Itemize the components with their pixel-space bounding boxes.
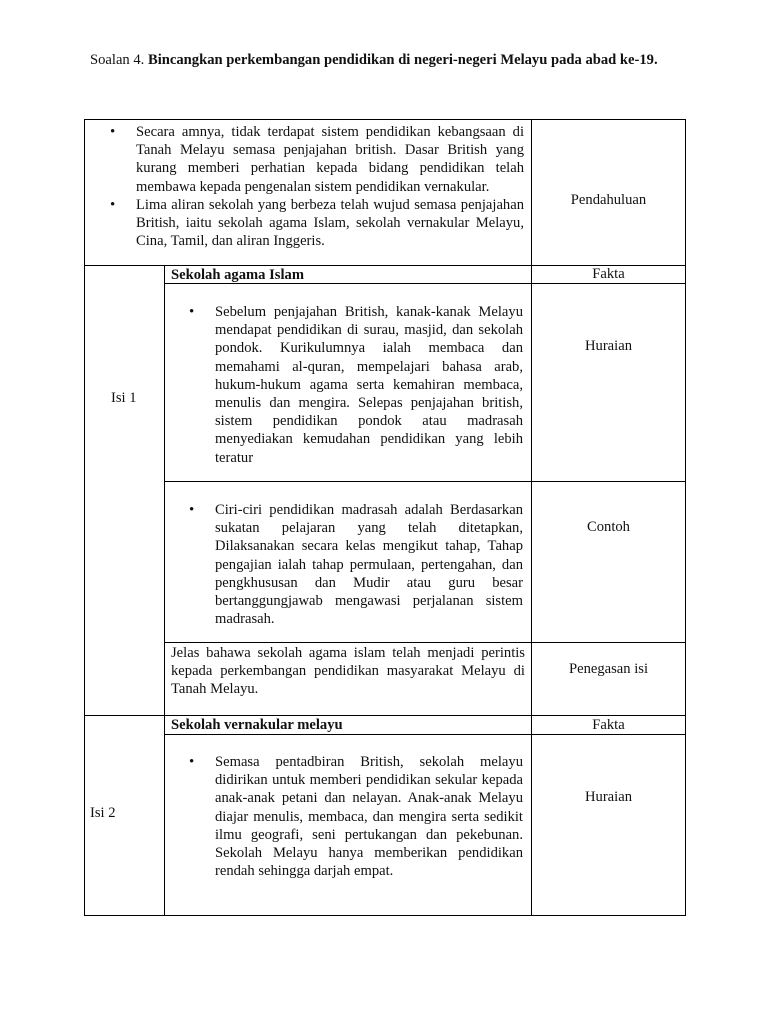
isi2-fakta-heading: Sekolah vernakular melayu xyxy=(171,717,343,733)
isi2-fakta-label: Fakta xyxy=(592,716,625,733)
isi1-fakta-label-cell xyxy=(532,266,685,283)
isi1-label-cell xyxy=(84,266,164,530)
isi1-label: Isi 1 xyxy=(111,389,137,406)
list-item: • Secara amnya, tidak terdapat sistem pendidikan kebangsaan di Tanah Melayu semasa penjajahan british. Dasar British yang kurang memberi perhatian kepada bidang pendidikan telah membawa kepada pengenalan sistem pendidikan vernakular. xyxy=(136,123,524,196)
intro-cell xyxy=(136,123,524,250)
isi1-huraian-cell xyxy=(215,303,523,467)
isi1-fakta-cell xyxy=(171,266,527,284)
isi2-huraian-cell xyxy=(215,753,523,880)
isi2-huraian-label-cell xyxy=(532,735,685,860)
intro-bullet-list xyxy=(136,123,524,250)
isi1-huraian-label-cell xyxy=(532,284,685,409)
essay-outline-table xyxy=(84,119,686,916)
list-item: • Sebelum penjajahan British, kanak-kanak Melayu mendapat pendidikan di surau, masjid, dan sekolah pondok. Kurikulumnya ialah membaca dan memahami al-quran, mempelajari bahasa arab, hukum-hukum agama serta kemahiran membaca, menulis dan mengira. Selepas penjajahan british, sistem pendidikan pondok atau madrasah menyediakan kemudahan pendidikan yang lebih teratur xyxy=(215,303,523,467)
isi2-fakta-label-cell xyxy=(532,716,685,734)
isi2-huraian-label: Huraian xyxy=(584,789,632,805)
table-border-bottom xyxy=(84,915,686,916)
table-divider-isi-column xyxy=(164,265,165,916)
list-item: • Ciri-ciri pendidikan madrasah adalah Berdasarkan sukatan pelajaran yang telah ditetapkan, Dilaksanakan secara kelas mengikut tahap, Tahap pengajian ialah tahap permulaan, pertengahan, dan pengkhususan dan Mudir atau guru besar bertanggungjawab mengawasi perjalanan sistem madrasah. xyxy=(215,501,523,628)
isi1-contoh-cell xyxy=(215,501,523,628)
intro-label: Pendahuluan xyxy=(570,191,647,208)
isi1-huraian-label: Huraian xyxy=(584,338,632,354)
list-item: • Semasa pentadbiran British, sekolah melayu didirikan untuk memberi pendidikan sekular kepada anak-anak petani dan nelayan. Anak-anak Melayu diajar menulis, membaca, dan mengira serta sedikit ilmu geografi, seni pertukangan dan pekebunan. Sekolah Melayu hanya memberikan pendidikan rendah sehingga darjah empat. xyxy=(215,753,523,880)
page-title xyxy=(90,52,730,69)
isi2-huraian-list xyxy=(215,753,523,880)
isi1-penegasan-text: Jelas bahawa sekolah agama islam telah menjadi perintis kepada perkembangan pendidikan masyarakat Melayu di Tanah Melayu. xyxy=(171,645,525,698)
isi1-penegasan-cell xyxy=(171,644,525,699)
isi1-contoh-label-cell xyxy=(532,482,685,572)
list-item: • Lima aliran sekolah yang berbeza telah wujud semasa penjajahan British, iaitu sekolah agama Islam, sekolah vernakular Melayu, Cina, Tamil, dan aliran Inggeris. xyxy=(136,196,524,251)
isi2-label-cell xyxy=(84,716,164,911)
title-question: Bincangkan perkembangan pendidikan di negeri-negeri Melayu pada abad ke-19. xyxy=(147,52,658,68)
intro-label-cell xyxy=(532,119,685,281)
title-prefix: Soalan 4. xyxy=(90,52,145,68)
isi1-fakta-heading: Sekolah agama Islam xyxy=(171,267,304,283)
isi1-contoh-label: Contoh xyxy=(587,518,630,535)
isi1-contoh-list xyxy=(215,501,523,628)
isi1-penegasan-label: Penegasan isi xyxy=(568,661,649,677)
isi1-fakta-label: Fakta xyxy=(592,266,625,282)
isi2-fakta-cell xyxy=(171,716,527,734)
isi1-penegasan-label-cell xyxy=(532,643,685,696)
isi1-huraian-list xyxy=(215,303,523,467)
isi2-label: Isi 2 xyxy=(90,805,116,821)
table-border-right xyxy=(685,119,686,916)
